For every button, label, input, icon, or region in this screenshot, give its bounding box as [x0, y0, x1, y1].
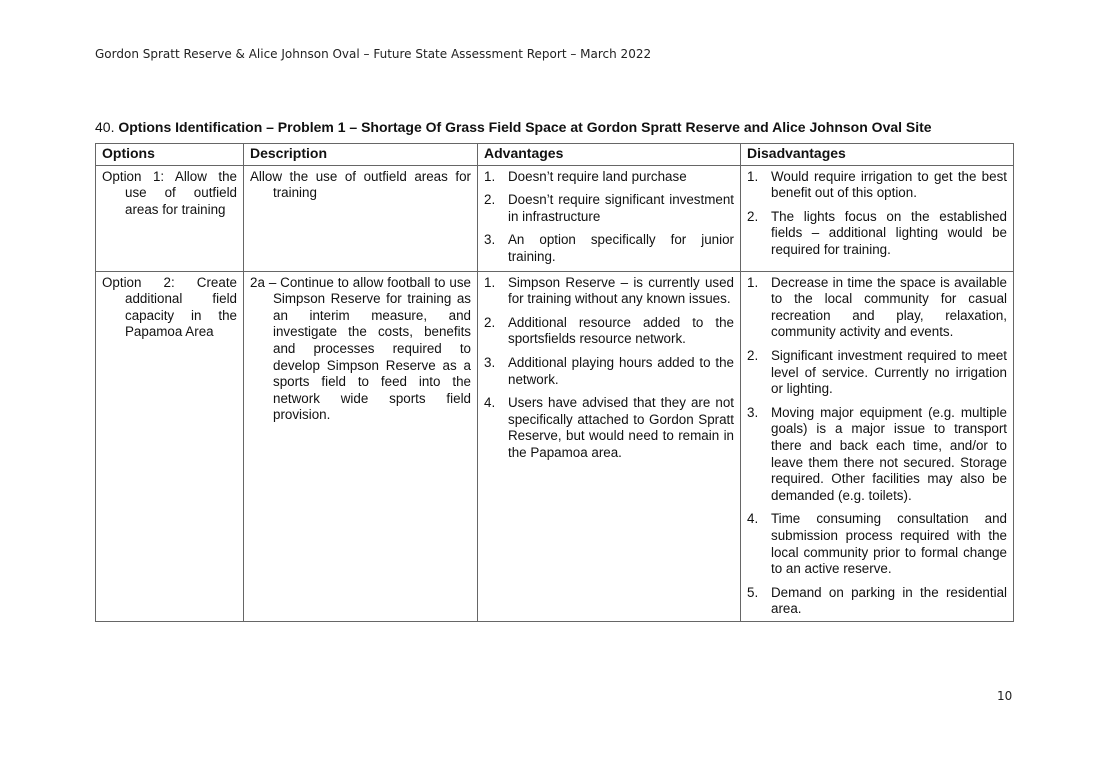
description-cell [244, 271, 478, 621]
list-item: 2. Additional resource added to the sportsfields resource network. [484, 314, 734, 347]
option-cell [96, 271, 244, 621]
list-item: 3. Additional playing hours added to the network. [484, 354, 734, 387]
option-text: Option 2: Create additional field capacity in the Papamoa Area [102, 274, 237, 340]
description-text: 2a – Continue to allow football to use Simpson Reserve for training as an interim measure, and investigate the costs, benefits and processes required to develop Simpson Reserve as a sports field to feed into the network wide sports field provision. [250, 274, 471, 423]
list-item: 4. Time consuming consultation and submission process required with the local community prior to formal change to an active reserve. [747, 511, 1007, 577]
disadvantages-cell [741, 271, 1014, 621]
list-item: 2. Significant investment required to meet level of service. Currently no irrigation or lighting. [747, 347, 1007, 397]
advantages-list [484, 169, 734, 266]
disadvantages-list [747, 169, 1007, 259]
section-number: 40. [95, 119, 115, 135]
list-item: 5. Demand on parking in the residential area. [747, 584, 1007, 617]
advantages-list [484, 275, 734, 462]
disadvantages-list [747, 275, 1007, 618]
column-header-advantages: Advantages [478, 144, 741, 166]
list-item: 1. Decrease in time the space is available to the local community for casual recreation and play, relaxation, community activity and events. [747, 274, 1007, 340]
option-text: Option 1: Allow the use of outfield areas for training [102, 168, 237, 217]
description-cell [244, 165, 478, 271]
list-item: 1. Doesn’t require land purchase [484, 168, 687, 184]
section-title [95, 119, 932, 135]
disadvantages-cell [741, 165, 1014, 271]
list-item: 4. Users have advised that they are not specifically attached to Gordon Spratt Reserve, but would need to remain in the Papamoa area. [484, 395, 734, 460]
list-item: 2. The lights focus on the established fields – additional lighting would be required for training. [747, 208, 1007, 257]
option-cell [96, 165, 244, 271]
options-table [95, 143, 1014, 622]
list-item: 1. Would require irrigation to get the best benefit out of this option. [747, 168, 1007, 201]
list-item: 2. Doesn’t require significant investment in infrastructure [484, 192, 734, 224]
table-row [96, 165, 1014, 271]
section-heading: Options Identification – Problem 1 – Shortage Of Grass Field Space at Gordon Spratt Reserve and Alice Johnson Oval Site [118, 119, 932, 135]
page-number: 10 [997, 689, 1013, 703]
table-row [96, 271, 1014, 621]
list-item: 3. Moving major equipment (e.g. multiple goals) is a major issue to transport there and back each time, and/or to leave them there not secured. Storage required. Other facilities may also be demanded (e.g. toilets). [747, 404, 1007, 503]
column-header-options: Options [96, 144, 244, 166]
list-item: 3. An option specifically for junior training. [484, 232, 734, 264]
table-header-row [96, 144, 1014, 166]
advantages-cell [478, 271, 741, 621]
advantages-cell [478, 165, 741, 271]
list-item: 1. Simpson Reserve – is currently used for training without any known issues. [484, 274, 734, 307]
description-text: Allow the use of outfield areas for training [250, 168, 471, 201]
column-header-disadvantages: Disadvantages [741, 144, 1014, 166]
column-header-description: Description [244, 144, 478, 166]
running-header: Gordon Spratt Reserve & Alice Johnson Oval – Future State Assessment Report – March 2022 [95, 47, 652, 61]
